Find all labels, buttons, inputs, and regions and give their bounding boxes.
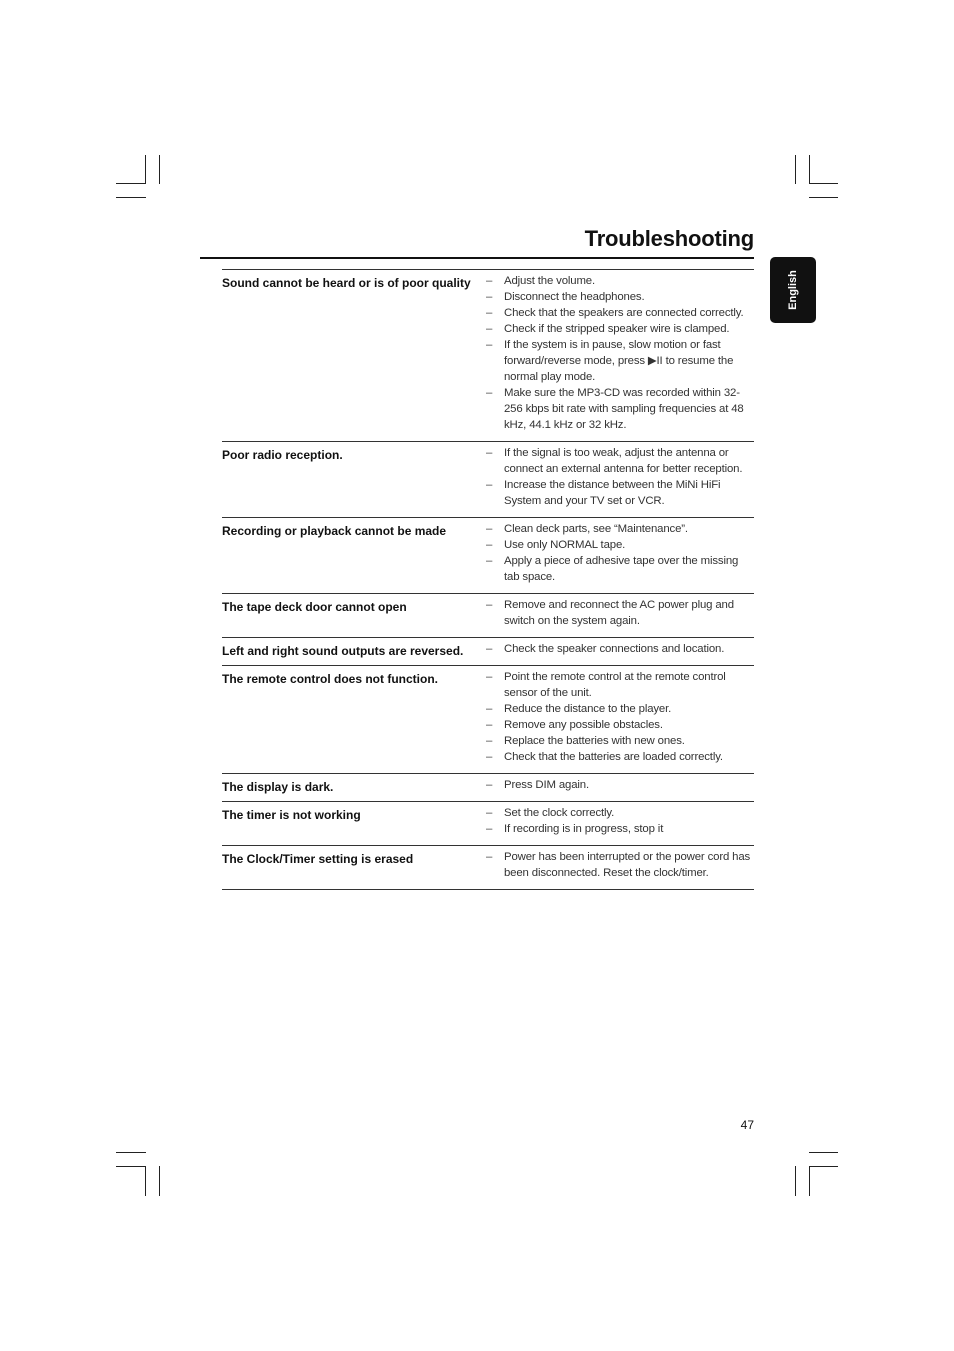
list-item	[486, 597, 754, 629]
table-row	[222, 774, 754, 802]
dash-icon: –	[486, 523, 493, 535]
problem-label: Poor radio reception.	[222, 448, 343, 462]
list-item	[486, 717, 754, 733]
crop-mark	[809, 183, 838, 184]
solution-list	[222, 273, 754, 433]
table-row	[222, 638, 754, 666]
problem-label: The tape deck door cannot open	[222, 600, 407, 614]
dash-icon: –	[486, 735, 493, 747]
problem-label: Sound cannot be heard or is of poor quality	[222, 276, 471, 290]
list-item	[486, 821, 754, 837]
crop-mark	[159, 155, 160, 184]
dash-icon: –	[486, 719, 493, 731]
solution-text: If recording is in progress, stop it	[504, 823, 664, 835]
solution-text: Point the remote control at the remote control sensor of the unit.	[504, 671, 726, 699]
table-row	[222, 802, 754, 846]
solution-text: Make sure the MP3-CD was recorded within 32-256 kbps bit rate with sampling frequencies at 48 kHz, 44.1 kHz or 32 kHz.	[504, 387, 744, 431]
solution-text: Disconnect the headphones.	[504, 291, 645, 303]
list-item	[486, 733, 754, 749]
list-item	[486, 849, 754, 881]
crop-mark	[145, 155, 146, 184]
dash-icon: –	[486, 479, 493, 491]
crop-mark	[159, 1166, 160, 1196]
solution-text: Check that the batteries are loaded correctly.	[504, 751, 723, 763]
list-item	[486, 805, 754, 821]
list-item	[486, 553, 754, 585]
problem-label: Left and right sound outputs are reversed.	[222, 644, 464, 658]
title-rule	[200, 257, 754, 259]
problem-label: The remote control does not function.	[222, 672, 438, 686]
crop-mark	[116, 1152, 146, 1153]
troubleshooting-table	[222, 269, 754, 890]
table-row	[222, 666, 754, 774]
crop-mark	[116, 197, 146, 198]
solution-text: Increase the distance between the MiNi HiFi System and your TV set or VCR.	[504, 479, 721, 507]
dash-icon: –	[486, 339, 493, 351]
solution-text: Adjust the volume.	[504, 275, 596, 287]
list-item	[486, 537, 754, 553]
list-item	[486, 385, 754, 433]
list-item	[486, 777, 754, 793]
solution-text: Reduce the distance to the player.	[504, 703, 672, 715]
list-item	[486, 701, 754, 717]
list-item	[486, 669, 754, 701]
crop-mark	[145, 1166, 146, 1196]
crop-mark	[809, 197, 838, 198]
problem-label: The timer is not working	[222, 808, 361, 822]
dash-icon: –	[486, 671, 493, 683]
table-row	[222, 594, 754, 638]
table-row	[222, 518, 754, 594]
dash-icon: –	[486, 703, 493, 715]
list-item	[486, 641, 754, 657]
dash-icon: –	[486, 751, 493, 763]
list-item	[486, 521, 754, 537]
table-row	[222, 442, 754, 518]
solution-text: Clean deck parts, see “Maintenance”.	[504, 523, 688, 535]
crop-mark	[809, 1152, 838, 1153]
dash-icon: –	[486, 555, 493, 567]
list-item	[486, 321, 754, 337]
dash-icon: –	[486, 823, 493, 835]
solution-text: Check that the speakers are connected correctly.	[504, 307, 744, 319]
page-title: Troubleshooting	[584, 226, 754, 251]
dash-icon: –	[486, 779, 493, 791]
dash-icon: –	[486, 275, 493, 287]
solution-text: If the system is in pause, slow motion or fast forward/reverse mode, press ▶II to resume the normal play mode.	[504, 339, 734, 383]
problem-label: The Clock/Timer setting is erased	[222, 852, 414, 866]
table-row	[222, 270, 754, 442]
crop-mark	[809, 1166, 810, 1196]
solution-text: Power has been interrupted or the power cord has been disconnected. Reset the clock/timer.	[504, 851, 751, 879]
dash-icon: –	[486, 851, 493, 863]
crop-mark	[809, 155, 810, 184]
crop-mark	[809, 1166, 838, 1167]
crop-mark	[116, 1166, 146, 1167]
language-tab-label: English	[787, 270, 799, 310]
dash-icon: –	[486, 291, 493, 303]
list-item	[486, 445, 754, 477]
dash-icon: –	[486, 447, 493, 459]
list-item	[486, 749, 754, 765]
solution-text: Remove any possible obstacles.	[504, 719, 663, 731]
dash-icon: –	[486, 387, 493, 399]
solution-text: Apply a piece of adhesive tape over the missing tab space.	[504, 555, 739, 583]
solution-text: If the signal is too weak, adjust the antenna or connect an external antenna for better reception.	[504, 447, 743, 475]
solution-text: Check the speaker connections and location.	[504, 643, 725, 655]
crop-mark	[795, 155, 796, 184]
crop-mark	[116, 183, 146, 184]
dash-icon: –	[486, 307, 493, 319]
table-row	[222, 846, 754, 890]
language-tab	[770, 257, 816, 323]
dash-icon: –	[486, 807, 493, 819]
page-number: 47	[740, 1118, 754, 1132]
solution-text: Check if the stripped speaker wire is clamped.	[504, 323, 730, 335]
solution-text: Set the clock correctly.	[504, 807, 615, 819]
solution-text: Replace the batteries with new ones.	[504, 735, 685, 747]
crop-mark	[795, 1166, 796, 1196]
problem-label: Recording or playback cannot be made	[222, 524, 447, 538]
list-item	[486, 477, 754, 509]
problem-label: The display is dark.	[222, 780, 334, 794]
dash-icon: –	[486, 323, 493, 335]
list-item	[486, 305, 754, 321]
list-item	[486, 337, 754, 385]
dash-icon: –	[486, 643, 493, 655]
solution-text: Press DIM again.	[504, 779, 589, 791]
solution-text: Remove and reconnect the AC power plug and switch on the system again.	[504, 599, 734, 627]
list-item	[486, 289, 754, 305]
solution-text: Use only NORMAL tape.	[504, 539, 626, 551]
dash-icon: –	[486, 539, 493, 551]
list-item	[486, 273, 754, 289]
dash-icon: –	[486, 599, 493, 611]
